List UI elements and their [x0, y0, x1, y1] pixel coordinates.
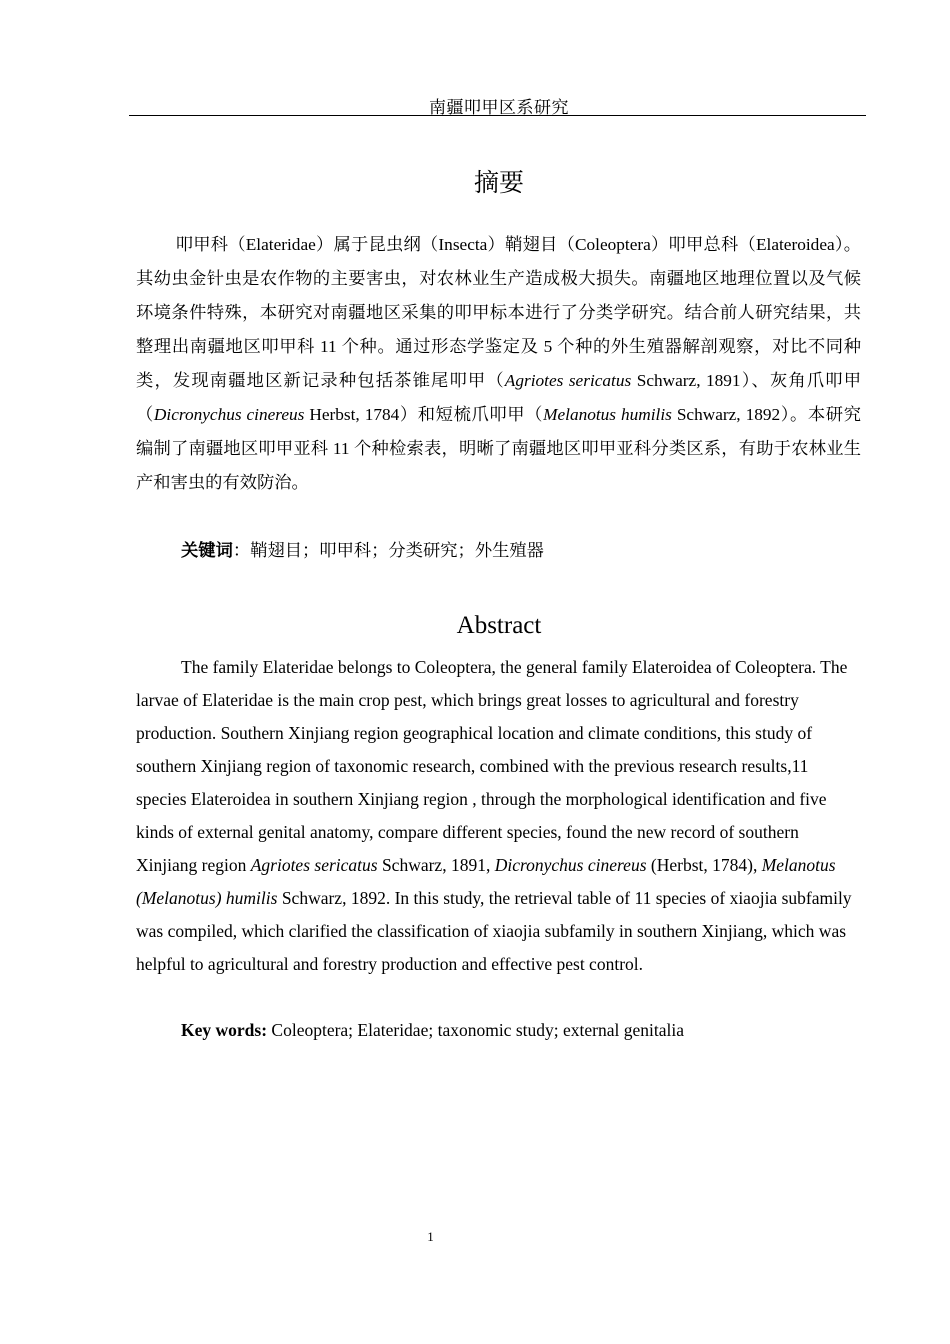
english-species-authority-2: (Herbst, 1784), — [646, 855, 762, 875]
page-number: 1 — [427, 1229, 434, 1244]
english-abstract-heading: Abstract — [456, 612, 542, 639]
english-keywords-list: Coleoptera; Elateridae; taxonomic study; external genitalia — [267, 1020, 684, 1040]
english-species-name-3: Melanotus (Melanotus) humilis — [136, 855, 836, 908]
header-rule — [129, 115, 866, 116]
species-authority-1: Schwarz, 1891）、灰角爪叩甲（ — [136, 371, 861, 424]
chinese-abstract-paragraph — [136, 228, 861, 500]
english-species-authority-1: Schwarz, 1891, — [377, 855, 495, 875]
chinese-abstract-heading: 摘要 — [473, 170, 524, 197]
english-keywords-label: Key words: — [181, 1020, 268, 1040]
english-species-name-2: Dicronychus cinereus — [494, 855, 647, 875]
chinese-keywords-list: 鞘翅目；叩甲科；分类研究；外生殖器 — [250, 541, 544, 560]
running-header-title: 南疆叩甲区系研究 — [429, 98, 569, 117]
species-name-1: Agriotes sericatus — [504, 371, 632, 390]
chinese-keywords — [181, 534, 544, 568]
english-abstract-text: The family Elateridae belongs to Coleoptera, the general family Elateroidea of Coleoptera. The larvae of Elateridae is the main crop pest, which brings great losses to agricultural and forestry production. Southern Xinjiang region geographical location and climate conditions, this study of southern Xinjiang region of taxonomic research, combined with the previous research results,11 species Elateroidea in southern Xinjiang region , through the morphological identification and five kinds of external genital anatomy, compare different species, found the new record of southern Xinjiang region — [136, 657, 848, 875]
chinese-keywords-colon: ： — [232, 541, 251, 560]
species-authority-2: Herbst, 1784）和短梳爪叩甲（ — [304, 405, 544, 424]
english-abstract-body — [136, 651, 860, 981]
chinese-keywords-label: 关键词 — [181, 541, 233, 560]
english-species-name-1: Agriotes sericatus — [250, 855, 378, 875]
english-keywords — [181, 1014, 684, 1047]
species-name-2: Dicronychus cinereus — [153, 405, 305, 424]
english-abstract-paragraph — [136, 651, 860, 981]
species-name-3: Melanotus humilis — [543, 405, 672, 424]
chinese-abstract-body — [136, 228, 861, 500]
chinese-abstract-text: 叩甲科（Elateridae）属于昆虫纲（Insecta）鞘翅目（Coleoptera）叩甲总科（Elateroidea）。其幼虫金针虫是农作物的主要害虫，对农林业生产造成极大损失。南疆地区地理位置以及气候环境条件特殊，本研究对南疆地区采集的叩甲标本进行了分类学研究。结合前人研究结果，共整理出南疆地区叩甲科 11 个种。通过形态学鉴定及 5 个种的外生殖器解剖观察，对比不同种类，发现南疆地区新记录种包括茶锥尾叩甲（ — [136, 235, 861, 390]
species-authority-3: Schwarz, 1892）。本研究编制了南疆地区叩甲亚科 11 个种检索表，明晰了南疆地区叩甲亚科分类区系，有助于农林业生产和害虫的有效防治。 — [136, 405, 861, 492]
english-abstract-text-end: Schwarz, 1892. In this study, the retrieval table of 11 species of xiaojia subfamily was compiled, which clarified the classification of xiaojia subfamily in southern Xinjiang, which was helpful to agricultural and forestry production and effective pest control. — [136, 888, 852, 974]
